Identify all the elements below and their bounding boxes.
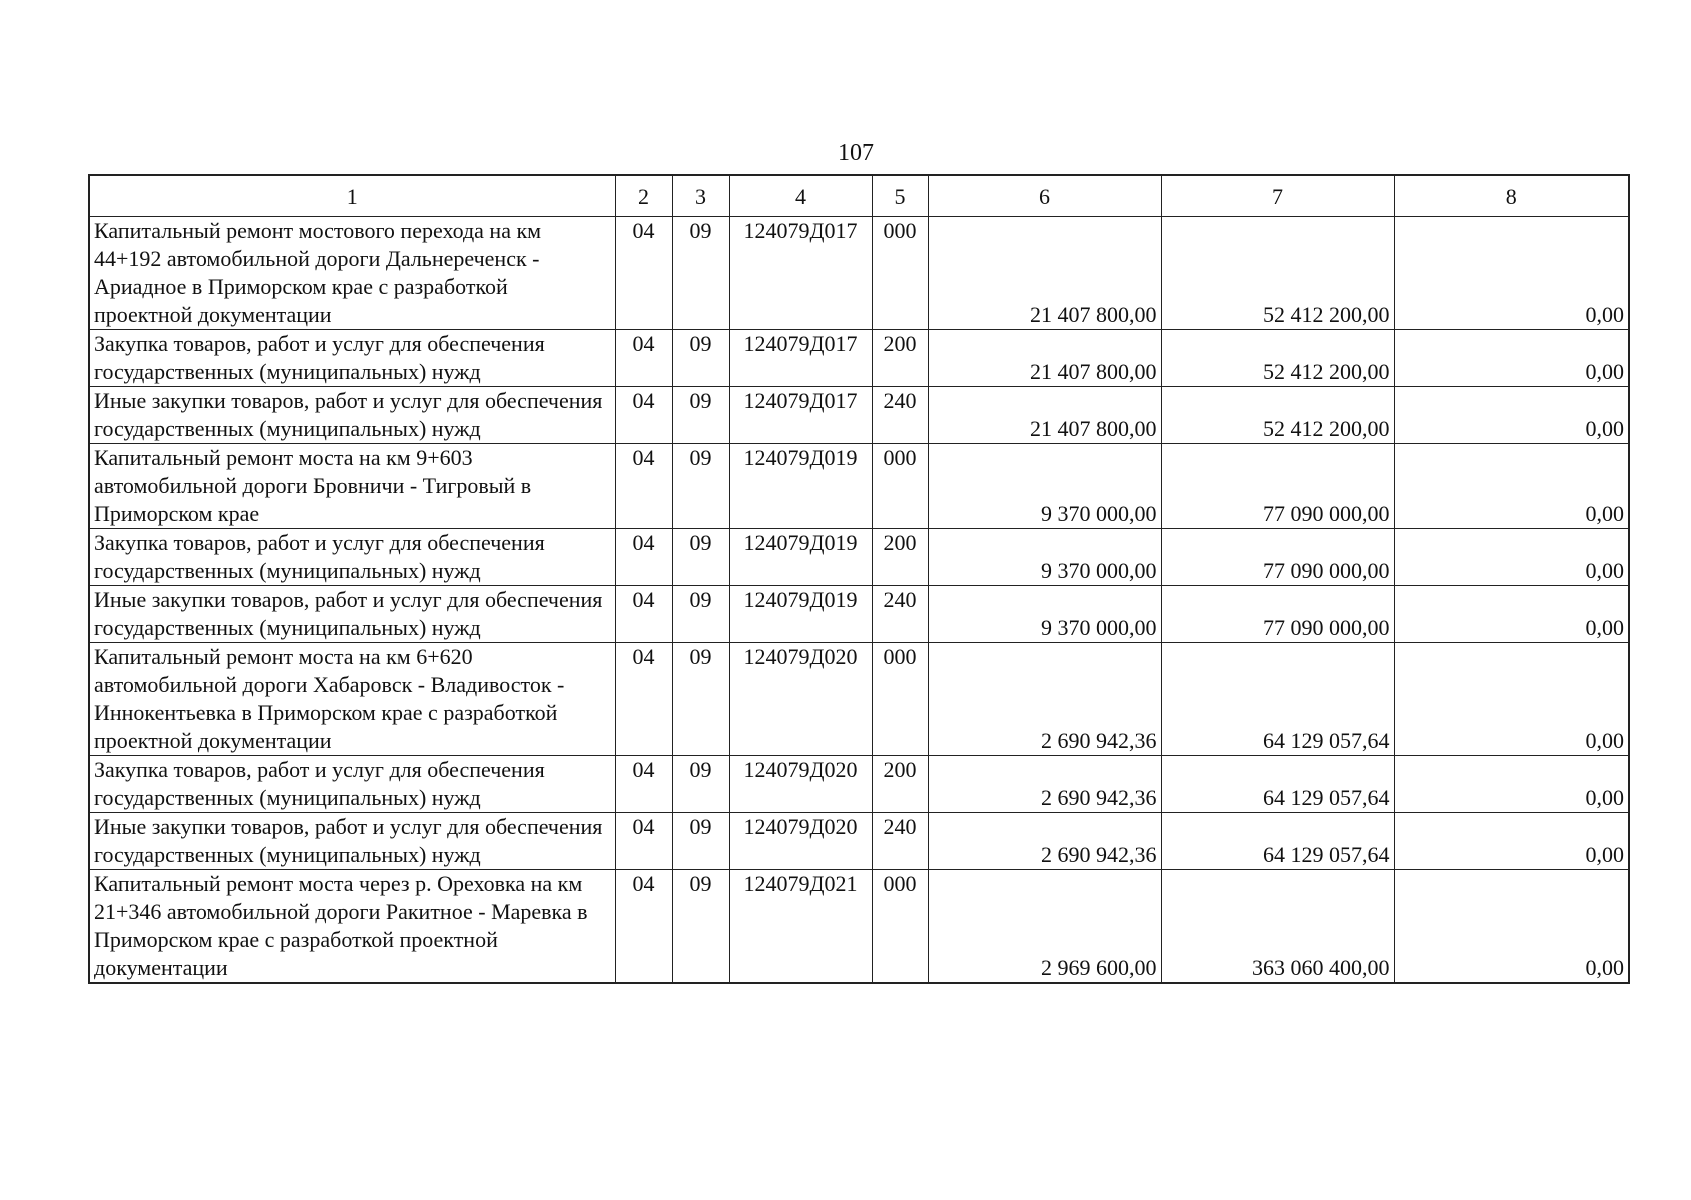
- amount-col7-cell: 52 412 200,00: [1161, 387, 1394, 444]
- table-row: [89, 217, 1629, 330]
- target-article-cell: 124079Д020: [729, 643, 872, 756]
- amount-col7-cell: 64 129 057,64: [1161, 643, 1394, 756]
- row-name-cell: Закупка товаров, работ и услуг для обеспечения государственных (муниципальных) нужд: [89, 756, 615, 813]
- row-name-cell: Закупка товаров, работ и услуг для обеспечения государственных (муниципальных) нужд: [89, 330, 615, 387]
- row-name-cell: Капитальный ремонт моста через р. Ореховка на км 21+346 автомобильной дороги Ракитное - Маревка в Приморском крае с разработкой проектной документации: [89, 870, 615, 984]
- row-name-cell: Капитальный ремонт моста на км 9+603 автомобильной дороги Бровничи - Тигровый в Приморском крае: [89, 444, 615, 529]
- amount-col7-cell: 363 060 400,00: [1161, 870, 1394, 984]
- subsection-code-cell: 09: [672, 529, 729, 586]
- amount-col7-cell: 77 090 000,00: [1161, 586, 1394, 643]
- amount-col8-cell: 0,00: [1394, 217, 1629, 330]
- subsection-code-cell: 09: [672, 870, 729, 984]
- amount-col6-cell: 21 407 800,00: [928, 217, 1161, 330]
- expense-type-cell: 200: [872, 529, 928, 586]
- row-name-cell: Закупка товаров, работ и услуг для обеспечения государственных (муниципальных) нужд: [89, 529, 615, 586]
- budget-table: [88, 174, 1630, 984]
- row-name-cell: Иные закупки товаров, работ и услуг для обеспечения государственных (муниципальных) нужд: [89, 813, 615, 870]
- section-code-cell: 04: [615, 643, 672, 756]
- header-row: [89, 175, 1629, 217]
- expense-type-cell: 200: [872, 330, 928, 387]
- amount-col7-cell: 64 129 057,64: [1161, 756, 1394, 813]
- amount-col8-cell: 0,00: [1394, 813, 1629, 870]
- expense-type-cell: 240: [872, 387, 928, 444]
- expense-type-cell: 240: [872, 586, 928, 643]
- subsection-code-cell: 09: [672, 387, 729, 444]
- amount-col6-cell: 21 407 800,00: [928, 387, 1161, 444]
- section-code-cell: 04: [615, 330, 672, 387]
- target-article-cell: 124079Д020: [729, 813, 872, 870]
- column-header: 2: [615, 175, 672, 217]
- row-name-cell: Иные закупки товаров, работ и услуг для обеспечения государственных (муниципальных) нужд: [89, 387, 615, 444]
- table-row: [89, 870, 1629, 984]
- amount-col7-cell: 52 412 200,00: [1161, 330, 1394, 387]
- amount-col7-cell: 77 090 000,00: [1161, 444, 1394, 529]
- subsection-code-cell: 09: [672, 756, 729, 813]
- column-header: 8: [1394, 175, 1629, 217]
- column-header: 3: [672, 175, 729, 217]
- amount-col6-cell: 9 370 000,00: [928, 529, 1161, 586]
- section-code-cell: 04: [615, 217, 672, 330]
- amount-col8-cell: 0,00: [1394, 387, 1629, 444]
- expense-type-cell: 200: [872, 756, 928, 813]
- section-code-cell: 04: [615, 586, 672, 643]
- target-article-cell: 124079Д019: [729, 529, 872, 586]
- amount-col7-cell: 64 129 057,64: [1161, 813, 1394, 870]
- amount-col6-cell: 9 370 000,00: [928, 586, 1161, 643]
- row-name-cell: Иные закупки товаров, работ и услуг для обеспечения государственных (муниципальных) нужд: [89, 586, 615, 643]
- table-row: [89, 643, 1629, 756]
- subsection-code-cell: 09: [672, 643, 729, 756]
- expense-type-cell: 000: [872, 444, 928, 529]
- amount-col8-cell: 0,00: [1394, 870, 1629, 984]
- amount-col6-cell: 2 690 942,36: [928, 813, 1161, 870]
- table-row: [89, 330, 1629, 387]
- section-code-cell: 04: [615, 870, 672, 984]
- target-article-cell: 124079Д019: [729, 586, 872, 643]
- expense-type-cell: 240: [872, 813, 928, 870]
- subsection-code-cell: 09: [672, 813, 729, 870]
- subsection-code-cell: 09: [672, 586, 729, 643]
- subsection-code-cell: 09: [672, 330, 729, 387]
- section-code-cell: 04: [615, 387, 672, 444]
- target-article-cell: 124079Д021: [729, 870, 872, 984]
- table-row: [89, 387, 1629, 444]
- section-code-cell: 04: [615, 444, 672, 529]
- amount-col7-cell: 77 090 000,00: [1161, 529, 1394, 586]
- table-body: [89, 217, 1629, 984]
- amount-col8-cell: 0,00: [1394, 586, 1629, 643]
- amount-col8-cell: 0,00: [1394, 444, 1629, 529]
- target-article-cell: 124079Д017: [729, 217, 872, 330]
- amount-col6-cell: 9 370 000,00: [928, 444, 1161, 529]
- column-header: 7: [1161, 175, 1394, 217]
- column-header: 6: [928, 175, 1161, 217]
- table-row: [89, 586, 1629, 643]
- row-name-cell: Капитальный ремонт мостового перехода на км 44+192 автомобильной дороги Дальнереченск - Ариадное в Приморском крае с разработкой проектной документации: [89, 217, 615, 330]
- page-number: 107: [838, 140, 874, 166]
- table-row: [89, 444, 1629, 529]
- target-article-cell: 124079Д017: [729, 387, 872, 444]
- amount-col8-cell: 0,00: [1394, 529, 1629, 586]
- amount-col6-cell: 21 407 800,00: [928, 330, 1161, 387]
- row-name-cell: Капитальный ремонт моста на км 6+620 автомобильной дороги Хабаровск - Владивосток - Иннокентьевка в Приморском крае с разработкой проектной документации: [89, 643, 615, 756]
- section-code-cell: 04: [615, 529, 672, 586]
- amount-col6-cell: 2 690 942,36: [928, 643, 1161, 756]
- subsection-code-cell: 09: [672, 444, 729, 529]
- subsection-code-cell: 09: [672, 217, 729, 330]
- table-row: [89, 756, 1629, 813]
- target-article-cell: 124079Д017: [729, 330, 872, 387]
- amount-col7-cell: 52 412 200,00: [1161, 217, 1394, 330]
- expense-type-cell: 000: [872, 217, 928, 330]
- table-row: [89, 813, 1629, 870]
- section-code-cell: 04: [615, 756, 672, 813]
- amount-col8-cell: 0,00: [1394, 330, 1629, 387]
- table-row: [89, 529, 1629, 586]
- amount-col8-cell: 0,00: [1394, 643, 1629, 756]
- column-header: 1: [89, 175, 615, 217]
- target-article-cell: 124079Д020: [729, 756, 872, 813]
- expense-type-cell: 000: [872, 643, 928, 756]
- amount-col8-cell: 0,00: [1394, 756, 1629, 813]
- column-header: 4: [729, 175, 872, 217]
- column-header: 5: [872, 175, 928, 217]
- expense-type-cell: 000: [872, 870, 928, 984]
- amount-col6-cell: 2 969 600,00: [928, 870, 1161, 984]
- target-article-cell: 124079Д019: [729, 444, 872, 529]
- amount-col6-cell: 2 690 942,36: [928, 756, 1161, 813]
- section-code-cell: 04: [615, 813, 672, 870]
